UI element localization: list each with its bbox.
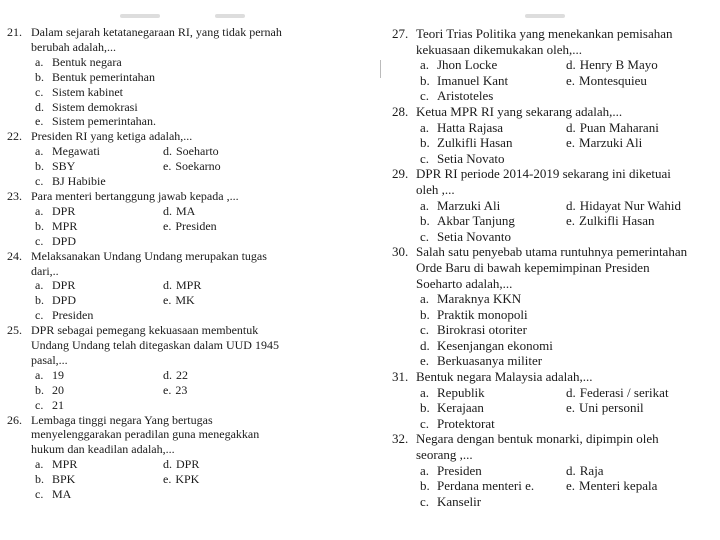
option-text: MPR: [52, 457, 78, 472]
question-block: [392, 166, 717, 244]
question-line: [7, 189, 347, 204]
answer-option: [163, 204, 291, 219]
option-text: Sistem pemerintahan.: [52, 114, 156, 129]
question-text-line: [392, 42, 717, 58]
option-row: [7, 100, 347, 115]
option-letter: e.: [420, 353, 430, 369]
option-letter: b.: [420, 306, 430, 322]
option-text: Praktik monopoli: [437, 306, 528, 322]
option-letter: a.: [420, 291, 430, 307]
question-number: 29.: [392, 166, 409, 182]
option-text: MA: [176, 203, 196, 218]
question-text: berubah adalah,...: [31, 39, 116, 54]
option-letter: b.: [35, 218, 44, 233]
option-text: Republik: [437, 384, 485, 400]
question-number: 24.: [7, 248, 22, 263]
option-letter: e.: [566, 135, 576, 151]
option-text: Jhon Locke: [437, 57, 498, 73]
answer-option: [35, 383, 163, 398]
answer-option: [566, 400, 712, 416]
question-text: Bentuk negara Malaysia adalah,...: [416, 369, 593, 385]
answer-option: [420, 88, 566, 104]
question-text: Ketua MPR RI yang sekarang adalah,...: [416, 103, 623, 119]
answer-option: [420, 57, 566, 73]
option-text: BPK: [52, 472, 76, 487]
question-line: [7, 413, 347, 428]
option-row: [392, 307, 717, 323]
option-letter: d.: [566, 384, 576, 400]
option-row: [7, 368, 347, 383]
answer-option: [163, 278, 291, 293]
question-number: 28.: [392, 103, 409, 119]
option-row: [7, 159, 347, 174]
answer-option: [420, 229, 566, 245]
option-text: MPR: [176, 278, 202, 293]
option-row: [392, 291, 717, 307]
option-text: SBY: [52, 159, 76, 174]
option-row: [7, 70, 347, 85]
option-letter: d.: [35, 99, 44, 114]
option-text: Menteri kepala: [579, 478, 658, 494]
option-letter: d.: [163, 144, 172, 159]
option-text: Imanuel Kant: [437, 72, 509, 88]
question-text: DPR RI periode 2014-2019 sekarang ini diketuai: [416, 166, 671, 182]
option-text: Puan Maharani: [579, 119, 659, 135]
option-row: [7, 398, 347, 413]
question-line: [7, 249, 347, 264]
option-row: [392, 213, 717, 229]
option-letter: d.: [163, 203, 172, 218]
question-block: [7, 189, 347, 249]
option-letter: b.: [420, 400, 430, 416]
answer-option: [420, 307, 566, 323]
answer-option: [420, 353, 566, 369]
option-row: [7, 383, 347, 398]
answer-option: [420, 494, 566, 510]
option-letter: d.: [566, 197, 576, 213]
question-number: 22.: [7, 129, 22, 144]
option-letter: c.: [420, 322, 430, 338]
answer-option: [35, 70, 163, 85]
option-text: DPR: [52, 278, 76, 293]
scan-artifact: [120, 14, 160, 18]
answer-option: [420, 135, 566, 151]
answer-option: [35, 368, 163, 383]
answer-option: [35, 308, 163, 323]
question-text-line: [392, 182, 717, 198]
option-letter: e.: [35, 114, 44, 129]
question-line: [7, 323, 347, 338]
question-text: hukum dan keadilan adalah,...: [31, 442, 175, 457]
option-text: Megawati: [52, 144, 100, 159]
question-number: 32.: [392, 431, 409, 447]
question-block: [392, 26, 717, 104]
option-text: Uni personil: [579, 400, 644, 416]
answer-option: [163, 293, 291, 308]
option-letter: a.: [35, 278, 44, 293]
answer-option: [566, 478, 712, 494]
answer-option: [420, 291, 566, 307]
question-block: [7, 129, 347, 189]
option-letter: c.: [420, 415, 430, 431]
option-text: DPR: [176, 457, 200, 472]
answer-option: [420, 400, 566, 416]
question-line: [392, 369, 717, 385]
option-row: [7, 293, 347, 308]
scan-artifact: [215, 14, 245, 18]
option-row: [392, 120, 717, 136]
option-text: Henry B Mayo: [579, 57, 658, 73]
question-text: Teori Trias Politika yang menekankan pemisahan: [416, 26, 673, 41]
option-row: [392, 198, 717, 214]
option-text: Soekarno: [175, 159, 221, 174]
answer-option: [420, 463, 566, 479]
question-number: 26.: [7, 412, 22, 427]
question-number: 25.: [7, 323, 22, 338]
answer-option: [163, 472, 291, 487]
option-text: Bentuk negara: [52, 54, 122, 69]
answer-option: [566, 120, 712, 136]
question-text: Salah satu penyebab utama runtuhnya pemerintahan: [416, 244, 688, 260]
option-letter: e.: [163, 472, 172, 487]
answer-option: [35, 174, 163, 189]
option-letter: a.: [420, 384, 430, 400]
option-row: [7, 278, 347, 293]
option-letter: c.: [420, 88, 430, 104]
answer-option: [35, 204, 163, 219]
option-letter: d.: [163, 367, 172, 382]
right-column: [392, 26, 717, 509]
option-row: [392, 416, 717, 432]
question-text: Para menteri bertanggung jawab kepada ,...: [31, 188, 239, 203]
question-text: Melaksanakan Undang Undang merupakan tugas: [31, 248, 267, 263]
question-number: 31.: [392, 369, 409, 385]
answer-option: [35, 159, 163, 174]
option-text: Zulkifli Hasan: [579, 213, 655, 229]
option-letter: c.: [35, 397, 44, 412]
option-text: Presiden: [175, 218, 217, 233]
option-text: Aristoteles: [437, 88, 494, 104]
option-text: Berkuasanya militer: [437, 353, 543, 369]
answer-option: [566, 213, 712, 229]
question-block: [392, 431, 717, 509]
option-text: Protektorat: [437, 415, 495, 431]
option-text: Marzuki Ali: [437, 197, 501, 213]
option-letter: d.: [566, 462, 576, 478]
question-line: [392, 431, 717, 447]
option-row: [392, 338, 717, 354]
question-line: [392, 104, 717, 120]
option-row: [7, 204, 347, 219]
option-letter: e.: [163, 159, 172, 174]
option-text: 21: [52, 397, 64, 412]
question-text: Lembaga tinggi negara Yang bertugas: [31, 412, 213, 427]
answer-option: [420, 120, 566, 136]
option-text: 20: [52, 382, 64, 397]
answer-option: [420, 151, 566, 167]
question-number: 23.: [7, 188, 22, 203]
question-text: pasal,...: [31, 352, 68, 367]
question-text: Orde Baru di bawah kepemimpinan Presiden: [416, 259, 650, 275]
left-column: [7, 25, 347, 502]
option-text: Akbar Tanjung: [437, 213, 515, 229]
question-block: [7, 249, 347, 324]
option-text: Marzuki Ali: [579, 135, 643, 151]
option-row: [392, 88, 717, 104]
option-text: Montesquieu: [579, 72, 647, 88]
option-text: Presiden: [437, 462, 482, 478]
option-letter: c.: [35, 233, 44, 248]
option-row: [7, 487, 347, 502]
answer-option: [163, 383, 291, 398]
answer-option: [35, 398, 163, 413]
option-letter: b.: [420, 213, 430, 229]
question-text-line: [7, 264, 347, 279]
answer-option: [35, 234, 163, 249]
option-text: Kerajaan: [437, 400, 484, 416]
question-text-line: [7, 442, 347, 457]
answer-option: [163, 368, 291, 383]
question-text-line: [392, 276, 717, 292]
option-text: Setia Novato: [437, 150, 505, 166]
question-text: kekuasaan dikemukakan oleh,...: [416, 41, 583, 57]
question-text: dari,..: [31, 263, 59, 278]
option-text: Hatta Rajasa: [437, 119, 504, 135]
option-row: [7, 144, 347, 159]
option-text: Presiden: [52, 308, 94, 323]
option-text: DPD: [52, 233, 77, 248]
option-text: Hidayat Nur Wahid: [579, 197, 681, 213]
option-text: MK: [175, 293, 195, 308]
question-text-line: [7, 40, 347, 55]
column-divider: [380, 60, 381, 78]
option-text: 23: [175, 382, 188, 397]
option-row: [7, 234, 347, 249]
option-letter: a.: [420, 119, 430, 135]
answer-option: [35, 100, 163, 115]
option-letter: b.: [420, 478, 430, 494]
option-text: DPR: [52, 203, 76, 218]
option-row: [392, 322, 717, 338]
answer-option: [35, 85, 163, 100]
option-text: MA: [52, 487, 72, 502]
answer-option: [566, 135, 712, 151]
option-letter: b.: [420, 135, 430, 151]
option-letter: e.: [163, 382, 172, 397]
option-text: Federasi / serikat: [579, 384, 669, 400]
question-number: 30.: [392, 244, 409, 260]
option-letter: e.: [566, 478, 576, 494]
option-text: Soeharto: [176, 144, 219, 159]
option-row: [7, 308, 347, 323]
option-letter: d.: [163, 457, 172, 472]
option-row: [392, 494, 717, 510]
option-letter: b.: [420, 72, 430, 88]
scan-artifact: [525, 14, 565, 18]
question-text: Undang Undang telah ditegaskan dalam UUD 1945: [31, 338, 279, 353]
option-letter: a.: [420, 462, 430, 478]
option-text: Zulkifli Hasan: [437, 135, 513, 151]
answer-option: [35, 278, 163, 293]
option-row: [392, 229, 717, 245]
option-letter: b.: [35, 293, 44, 308]
question-text: DPR sebagai pemegang kekuasaan membentuk: [31, 323, 259, 338]
answer-option: [420, 322, 566, 338]
option-letter: d.: [420, 337, 430, 353]
question-text: seorang ,...: [416, 447, 473, 463]
answer-option: [35, 114, 163, 129]
question-number: 21.: [7, 25, 22, 39]
question-text: Presiden RI yang ketiga adalah,...: [31, 129, 193, 144]
option-text: Kanselir: [437, 493, 482, 509]
option-letter: c.: [35, 308, 44, 323]
option-row: [7, 457, 347, 472]
option-row: [392, 151, 717, 167]
answer-option: [420, 338, 566, 354]
question-number: 27.: [392, 26, 409, 41]
option-letter: a.: [420, 57, 430, 73]
option-letter: e.: [163, 218, 172, 233]
option-text: Kesenjangan ekonomi: [437, 337, 553, 353]
answer-option: [566, 198, 712, 214]
option-text: Bentuk pemerintahan: [52, 69, 155, 84]
question-line: [7, 129, 347, 144]
option-letter: c.: [420, 493, 430, 509]
option-letter: a.: [35, 203, 44, 218]
question-block: [7, 25, 347, 129]
question-text: Soeharto adalah,...: [416, 275, 513, 291]
answer-option: [35, 293, 163, 308]
answer-option: [163, 457, 291, 472]
option-letter: b.: [35, 382, 44, 397]
option-row: [392, 463, 717, 479]
option-letter: a.: [420, 197, 430, 213]
question-text-line: [7, 338, 347, 353]
option-row: [7, 219, 347, 234]
option-letter: e.: [566, 400, 576, 416]
option-letter: c.: [420, 150, 430, 166]
option-letter: c.: [35, 174, 44, 189]
option-letter: c.: [35, 487, 44, 502]
answer-option: [163, 219, 291, 234]
question-line: [7, 25, 347, 40]
option-row: [392, 400, 717, 416]
option-text: Birokrasi otoriter: [437, 322, 527, 338]
option-text: BJ Habibie: [52, 174, 106, 189]
answer-option: [566, 73, 712, 89]
option-row: [392, 135, 717, 151]
question-line: [392, 26, 717, 42]
option-letter: c.: [35, 84, 44, 99]
option-letter: b.: [35, 69, 44, 84]
option-text: Sistem demokrasi: [52, 99, 138, 114]
answer-option: [420, 213, 566, 229]
option-row: [7, 174, 347, 189]
question-text-line: [392, 260, 717, 276]
answer-option: [35, 219, 163, 234]
option-letter: a.: [35, 144, 44, 159]
question-text-line: [7, 427, 347, 442]
question-block: [392, 104, 717, 166]
question-block: [392, 369, 717, 431]
option-letter: c.: [420, 228, 430, 244]
answer-option: [566, 57, 712, 73]
option-row: [7, 85, 347, 100]
option-letter: b.: [35, 159, 44, 174]
question-text: menyelenggarakan peradilan guna menegakkan: [31, 427, 260, 442]
answer-option: [163, 144, 291, 159]
option-letter: a.: [35, 367, 44, 382]
option-text: Sistem kabinet: [52, 84, 123, 99]
option-text: DPD: [52, 293, 77, 308]
option-text: Perdana menteri e.: [437, 478, 535, 494]
answer-option: [420, 478, 566, 494]
option-row: [7, 114, 347, 129]
option-row: [7, 55, 347, 70]
answer-option: [420, 416, 566, 432]
option-letter: d.: [566, 119, 576, 135]
answer-option: [420, 73, 566, 89]
answer-option: [35, 457, 163, 472]
option-text: Raja: [579, 462, 604, 478]
option-letter: a.: [35, 54, 44, 69]
answer-option: [35, 487, 163, 502]
answer-option: [566, 463, 712, 479]
answer-option: [35, 472, 163, 487]
question-block: [7, 323, 347, 412]
option-row: [392, 385, 717, 401]
question-text: Dalam sejarah ketatanegaraan RI, yang tidak pernah: [31, 25, 282, 39]
option-letter: d.: [566, 57, 576, 73]
option-letter: e.: [566, 72, 576, 88]
answer-option: [35, 55, 163, 70]
option-text: Setia Novanto: [437, 228, 512, 244]
option-text: Maraknya KKN: [437, 291, 522, 307]
question-text-line: [392, 447, 717, 463]
question-text: oleh ,...: [416, 181, 455, 197]
question-block: [392, 244, 717, 369]
option-letter: b.: [35, 472, 44, 487]
answer-option: [163, 159, 291, 174]
option-row: [392, 57, 717, 73]
answer-option: [420, 385, 566, 401]
question-line: [392, 166, 717, 182]
question-line: [392, 244, 717, 260]
question-text-line: [7, 353, 347, 368]
question-text: Negara dengan bentuk monarki, dipimpin oleh: [416, 431, 659, 447]
answer-option: [35, 144, 163, 159]
option-letter: a.: [35, 457, 44, 472]
answer-option: [566, 385, 712, 401]
option-text: KPK: [175, 472, 200, 487]
option-text: 19: [52, 367, 64, 382]
question-block: [7, 413, 347, 502]
answer-option: [420, 198, 566, 214]
option-letter: d.: [163, 278, 172, 293]
option-letter: e.: [566, 213, 576, 229]
option-text: MPR: [52, 218, 78, 233]
option-row: [392, 353, 717, 369]
option-row: [7, 472, 347, 487]
option-row: [392, 478, 717, 494]
option-text: 22: [176, 367, 188, 382]
option-letter: e.: [163, 293, 172, 308]
option-row: [392, 73, 717, 89]
